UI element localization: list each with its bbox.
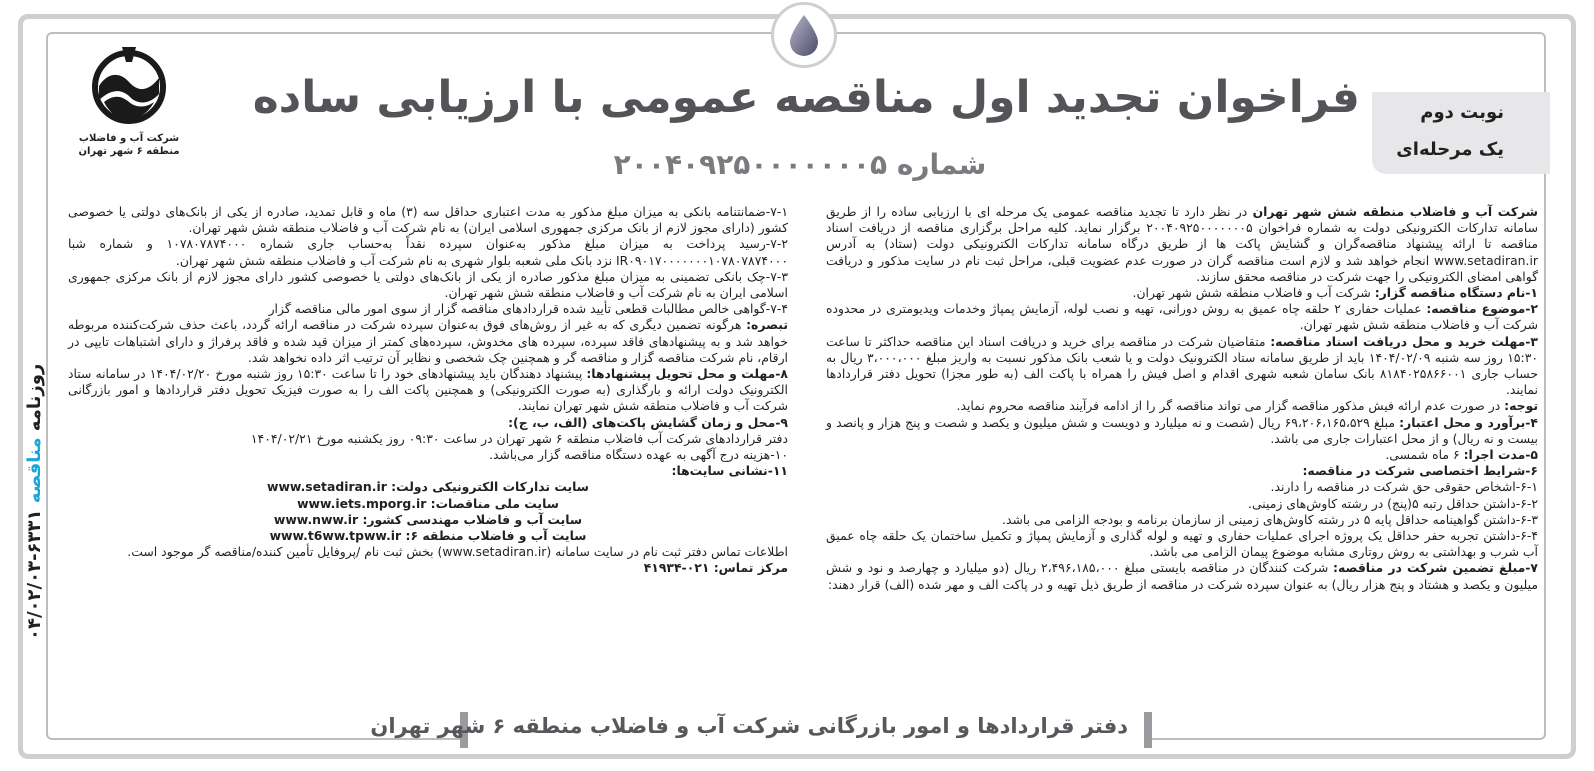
right-paragraph (826, 447, 1538, 463)
right-paragraph-text: مبلغ ۶۹،۲۰۶،۱۶۵،۵۲۹ ریال (شصت و نه میلیارد و دویست و شش میلیون و یکصد و شصت و پنج هزار و پانصد و بیست و نه ریال) و از محل اعتبارات جاری می باشد. (826, 414, 1538, 446)
water-drop-icon (771, 2, 837, 68)
right-paragraph (826, 285, 1538, 301)
site-row (68, 496, 788, 512)
left-paragraph (68, 317, 788, 366)
left-paragraph-text: پیشنهاد دهندگان باید پیشنهادهای خود را تا ساعت ۱۵:۳۰ روز شنبه مورخ ۱۴۰۴/۰۲/۲۰ در سامانه ستاد الکترونیک دولت ارائه و بارگذاری (به صورت الکترونیکی) و همچنین پاکت الف را به صورت فیزیک تحویل دفتر قراردادها و امور بازرگانی شرکت آب و فاضلاب منطقه شش شهر تهران نمایند. (68, 366, 788, 414)
right-paragraph (826, 560, 1538, 592)
issue-number-date: ۶۳۳۱-۰۴/۰۲/۰۳ (24, 509, 45, 640)
site-url-link[interactable]: www.t6ww.tpww.ir (269, 528, 402, 544)
footer-text: دفتر قراردادها و امور بازرگانی شرکت آب و فاضلاب منطقه ۶ شهر تهران (370, 714, 1128, 738)
left-paragraph-text: دفتر قراردادهای شرکت آب فاضلاب منطقه ۶ شهر تهران در ساعت ۰۹:۳۰ روز یکشنبه مورخ ۱۴۰۴/۰۲/۲۱ (250, 430, 788, 446)
left-paragraph (68, 366, 788, 415)
site-label: سایت آب و فاضلاب منطقه ۶: (401, 528, 587, 544)
right-paragraph-heading: ۵-مدت اجرا: (1463, 447, 1538, 463)
left-paragraph-heading: ۱۱-نشانی سایت‌ها: (671, 463, 788, 479)
round-badge (1372, 92, 1550, 174)
round-label: نوبت دوم (1420, 102, 1504, 123)
right-paragraph-heading: توجه: (1504, 398, 1538, 414)
left-paragraph-text: ۷-۳-چک بانکی تضمینی به میزان مبلغ مذکور صادره از یکی از بانک‌های دولتی یا خصوصی کشور دارای مجوز لازم از بانک مرکزی جمهوری اسلامی ایران به نام شرکت آب و فاضلاب منطقه شش شهر تهران. (68, 268, 788, 301)
right-paragraph (826, 398, 1538, 414)
left-paragraph-text: ۷-۱-ضمانتنامه بانکی به میزان مبلغ مذکور به مدت اعتباری حداقل سه (۳) ماه و قابل تمدید، صادره از یکی از بانک‌های دولتی یا خصوصی کشور (دارای مجوز لازم از بانک مرکزی جمهوری اسلامی ایران) به نام شرکت آب و فاضلاب منطقه شش شهر تهران. (68, 204, 788, 236)
right-paragraph (826, 528, 1538, 560)
site-label: سایت آب و فاضلاب مهندسی کشور: (358, 511, 583, 527)
right-paragraph-text: متقاضیان شرکت در مناقصه برای خرید و دریافت اسناد این مناقصه حداکثر تا ساعت ۱۵:۳۰ روز سه شنبه ۱۴۰۴/۰۲/۰۹ باید از طریق سامانه ستاد الکترونیک دولت و یا شعب بانک مذکور نسبت به واریز مبلغ ۳،۰۰۰،۰۰۰ ریال به حساب جاری ۸۱۸۴۰۲۵۸۶۶۰۰۱ بانک سامان شعبه شهری اقدام و اصل فیش را همراه با پاکت الف (به طور مجزا) تحویل دفتر قراردادها نمایند. (826, 333, 1539, 398)
right-paragraph-heading: ۱-نام دستگاه مناقصه گزار: (1374, 285, 1538, 301)
newspaper-word: روزنامه (24, 363, 45, 432)
logo-line-1: شرکت آب و فاضلاب (78, 133, 180, 144)
tender-number: شماره ۲۰۰۴۰۹۲۵۰۰۰۰۰۰۰۵ (613, 148, 987, 181)
right-paragraph (826, 463, 1538, 479)
site-url-link[interactable]: www.setadiran.ir (267, 479, 387, 495)
right-paragraph-text: ۶-۱-اشخاص حقوقی حق شرکت در مناقصه را دارند. (1270, 479, 1538, 495)
left-paragraph-text: هرگونه تضمین دیگری که به غیر از روش‌های فوق به‌عنوان سپرده شرکت در مناقصه ارائه گردد، باعث حذف شرکت‌کننده مربوطه خواهد شد و به پیشنهادهای فاقد سپرده، سپرده های مخدوش، سپرده‌های کمتر از میزان قید شده و فاقد پرفراژ و دارای اشتباهات تایپی در ارقام، نام شرکت مناقصه گزار و مناقصه گر و همچنین چک شخصی و نظایر آن ترتیب اثر داده نخواهد شد. (68, 317, 788, 365)
left-paragraph-text: ۷-۲-رسید پرداخت به میزان مبلغ مذکور به‌عنوان سپرده نقداً به‌حساب جاری شماره ۱۰۷۸۰۷۸۷۴۰۰۰ و شماره شبا IR۰۹۰۱۷۰۰۰۰۰۰۰۱۰۷۸۰۷۸۷۴۰۰۰ نزد بانک ملی شعبه بلوار شهری به نام شرکت آب و فاضلاب منطقه شش شهر تهران. (68, 236, 788, 268)
right-paragraph (826, 204, 1538, 285)
left-paragraph (68, 204, 788, 236)
right-paragraph-heading: ۴-برآورد و محل اعتبار: (1399, 414, 1538, 430)
site-url-link[interactable]: www.nww.ir (273, 511, 359, 527)
right-paragraph-text: عملیات حفاری ۲ حلقه چاه عمیق به روش دورانی، تهیه و نصب لوله، آزمایش پمپاژ وخدمات ویدیومتری در محدوده شرکت آب و فاضلاب منطقه شش شهر تهران. (826, 301, 1538, 333)
site-row (68, 528, 788, 544)
site-label: سایت تدارکات الکترونیکی دولت: (386, 479, 589, 495)
left-paragraph-heading: تبصره: (746, 317, 788, 333)
newspaper-vertical-label (24, 364, 45, 640)
right-paragraph (826, 301, 1538, 333)
contact-center-label: مرکز تماس: (709, 560, 788, 576)
newspaper-name: مناقصه (24, 437, 45, 504)
left-paragraph (68, 415, 788, 431)
right-paragraph (826, 415, 1538, 447)
logo-line-2: منطقه ۶ شهر تهران (78, 146, 180, 157)
left-paragraph (68, 301, 788, 317)
right-paragraph-heading: ۷-مبلغ تضمین شرکت در مناقصه: (1333, 560, 1538, 576)
company-logo (74, 42, 184, 158)
site-label: سایت ملی مناقصات: (426, 495, 559, 511)
right-paragraph-heading: ۳-مهلت خرید و محل دریافت اسناد مناقصه: (1270, 333, 1538, 349)
left-paragraph (68, 463, 788, 479)
left-paragraph-text: ۱۰-هزینه درج آگهی به عهده دستگاه مناقصه گزار می‌باشد. (489, 447, 788, 463)
left-paragraph-heading: ۹-محل و زمان گشایش پاکت‌های (الف، ب، ج): (508, 414, 788, 430)
contact-center (68, 560, 788, 576)
left-paragraph (68, 431, 788, 447)
right-paragraph-heading: شرکت آب و فاضلاب منطقه شش شهر تهران (1252, 204, 1538, 219)
page-title: فراخوان تجدید اول مناقصه عمومی با ارزیابی ساده (252, 72, 1360, 123)
left-column (68, 204, 788, 577)
site-url-link[interactable]: www.iets.mporg.ir (297, 495, 427, 511)
left-paragraph-text: ۷-۴-گواهی خالص مطالبات قطعی تأیید شده قراردادهای مناقصه گزار از سوی امور مالی مناقصه گزار (268, 301, 788, 317)
right-paragraph-text: ۶-۴-داشتن تجربه حفر حداقل یک پروژه اجرای عملیات حفاری و تهیه و لوله گذاری و آزمایش پمپاژ و تکمیل ساختمان یک حلقه چاه عمیق آب شرب و بهداشتی به روش روتاری مشابه موضوع پیمان الزامی می باشد. (826, 528, 1538, 560)
right-paragraph (826, 479, 1538, 495)
left-paragraph (68, 269, 788, 301)
site-row (68, 479, 788, 495)
right-paragraph-text: ۶-۳-داشتن گواهینامه حداقل پایه ۵ در رشته کاوش‌های زمینی از سازمان برنامه و بودجه الزامی می باشد. (1002, 511, 1538, 527)
stage-label: یک مرحله‌ای (1396, 139, 1504, 160)
contact-center-phone: ۰۲۱-۴۱۹۳۴ (643, 560, 710, 576)
right-paragraph-text: شرکت آب و فاضلاب منطقه شش شهر تهران. (1132, 285, 1375, 301)
right-paragraph (826, 512, 1538, 528)
right-paragraph-heading: ۲-موضوع مناقصه: (1426, 301, 1539, 317)
right-paragraph-heading: ۶-شرایط اختصاصی شرکت در مناقصه: (1302, 463, 1538, 479)
right-paragraph-text: ۶ ماه شمسی. (1385, 447, 1464, 463)
right-paragraph-text: در نظر دارد تا تجدید مناقصه عمومی یک مرحله ای با ارزیابی ساده را از طریق سامانه تدارکات الکترونیکی دولت به شماره فراخوان ۲۰۰۴۰۹۲۵۰۰۰۰۰۰۰۵ برگزار نماید. کلیه مراحل برگزاری مناقصه از دریافت اسناد مناقصه تا ارائه پیشنهاد مناقصه‌گران و گشایش پاکت ها از طریق درگاه سامانه تدارکات الکترونیکی دولت (ستاد) به آدرس www.setadiran.ir انجام خواهد شد و لازم است مناقصه گران در صورت عدم عضویت قبلی، مراحل ثبت نام در سایت مذکور و دریافت گواهی امضای الکترونیکی را جهت شرکت در مناقصه محقق سازند. (826, 204, 1538, 284)
right-paragraph-text: ۶-۲-داشتن حداقل رتبه ۵(پنج) در رشته کاوش‌های زمینی. (1248, 495, 1538, 511)
right-paragraph (826, 334, 1538, 399)
right-paragraph (826, 496, 1538, 512)
logo-emblem-icon (86, 42, 172, 128)
contact-info: اطلاعات تماس دفتر ثبت نام در سایت سامانه (www.setadiran.ir) بخش ثبت نام /پروفایل تأمین کننده/مناقصه گر موجود است. (127, 544, 788, 560)
right-paragraph-text: شرکت کنندگان در مناقصه بایستی مبلغ ۲،۴۹۶،۱۸۵،۰۰۰ ریال (دو میلیارد و چهارصد و نود و شش میلیون و یکصد و هشتاد و پنج هزار ریال) به عنوان سپرده شرکت در مناقصه از طریق ذیل تهیه و در پاکت الف و مهر شده (الف) قرار دهند: (826, 560, 1538, 592)
site-row (68, 512, 788, 528)
left-paragraph-heading: ۸-مهلت و محل تحویل پیشنهادها: (586, 366, 788, 382)
left-paragraph (68, 447, 788, 463)
right-column (826, 204, 1538, 593)
left-paragraph (68, 236, 788, 268)
right-paragraph-text: در صورت عدم ارائه فیش مذکور مناقصه گزار می تواند مناقصه گر را از ادامه فرآیند مناقصه محروم نماید. (956, 398, 1505, 414)
